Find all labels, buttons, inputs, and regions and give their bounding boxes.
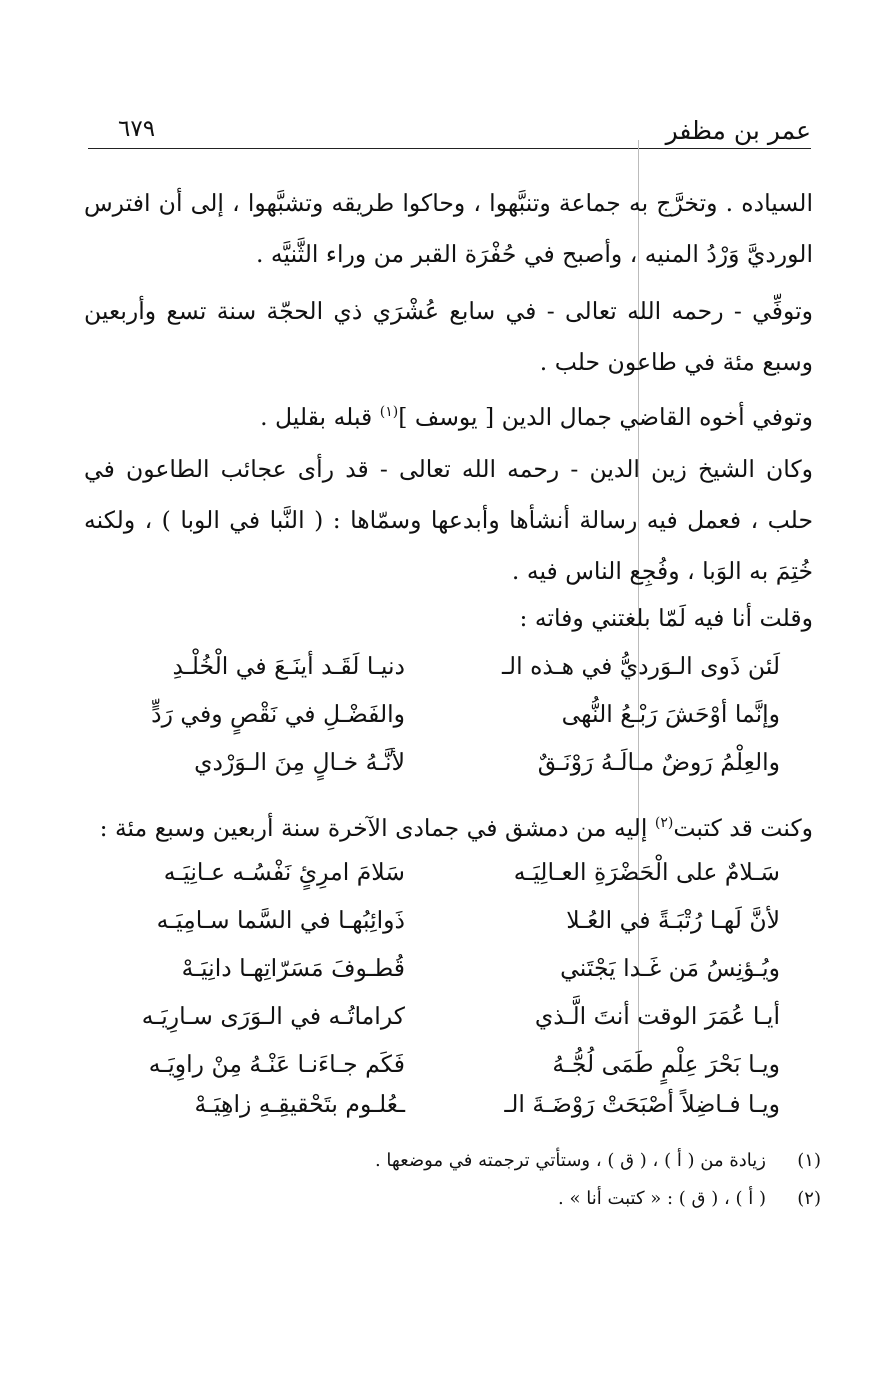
footnote-ref-2: (٢) bbox=[654, 815, 674, 831]
page-number: ٦٧٩ bbox=[118, 116, 156, 142]
verse-row bbox=[120, 748, 780, 798]
verse-first-hemistich: وإنَّما أوْحَشَ رَبْـعُ النُّهى bbox=[561, 700, 780, 728]
paragraph-5: وقلت أنا فيه لَمّا بلغتني وفاته : bbox=[519, 604, 813, 632]
footnote-ref-1: (١) bbox=[379, 404, 399, 420]
footnote-number: (١) bbox=[797, 1150, 821, 1171]
verse-first-hemistich: أيـا عُمَرَ الوقت أنتَ الَّـذي bbox=[534, 1002, 780, 1030]
paragraph-4: وكان الشيخ زين الدين - رحمه الله تعالى - قد رأى عجائب الطاعون في حلب ، فعمل فيه رسالة أنشأها وأبدعها وسمّاها : ( النَّبا في الوبا ) ، ولكنه خُتِمَ به الوَبا ، وفُجِع الناس فيه . bbox=[84, 455, 813, 585]
verse-first-hemistich: ويُـؤنِسُ مَن غَـدا يَجْتَني bbox=[560, 954, 780, 982]
running-title: عمر بن مظفر bbox=[665, 116, 811, 145]
footnote-2 bbox=[84, 1188, 821, 1218]
verse-second-hemistich: والفَضْـلِ في نَقْصٍ وفي رَدٍّ bbox=[151, 700, 405, 728]
verse-row bbox=[120, 1002, 780, 1052]
page-header bbox=[88, 110, 811, 149]
paragraph-3-end: قبله بقليل . bbox=[260, 402, 373, 431]
footnote-text: زيادة من ( أ ) ، ( ق ) ، وستأتي ترجمته في موضعها . bbox=[374, 1150, 766, 1171]
verse-second-hemistich: ذَوائِبُهـا في السَّما سـامِيَـه bbox=[156, 906, 405, 934]
verse-second-hemistich: لأنَّـهُ خـالٍ مِنَ الـوَرْدي bbox=[194, 748, 405, 776]
verse-first-hemistich: لَئن ذَوى الـوَرديُّ في هـذه الـ bbox=[502, 652, 780, 680]
footnote-number: (٢) bbox=[797, 1188, 821, 1209]
paragraph-6-text: وكنت قد كتبت bbox=[673, 813, 813, 842]
paragraph-3-text: وتوفي أخوه القاضي جمال الدين [ يوسف ] bbox=[398, 402, 813, 431]
verse-row bbox=[120, 700, 780, 750]
verse-second-hemistich: ـعُلـوم بتَحْقيقِـهِ زاهِيَـهْ bbox=[194, 1090, 405, 1118]
footnote-text: ( أ ) ، ( ق ) : « كتبت أنا » . bbox=[558, 1188, 766, 1209]
verse-first-hemistich: والعِلْمُ رَوضٌ مـالَـهُ رَوْنَـقٌ bbox=[537, 748, 780, 776]
paragraph-3 bbox=[84, 392, 813, 437]
paragraph-6-rest: إليه من دمشق في جمادى الآخرة سنة أربعين وسبع مئة : bbox=[99, 813, 648, 842]
verse-row bbox=[120, 1090, 780, 1140]
paragraph-6 bbox=[84, 798, 813, 854]
verse-first-hemistich: ويـا بَحْرَ عِلْمٍ طَمَى لُجُّـهُ bbox=[552, 1050, 780, 1078]
verse-second-hemistich: فَكَم جـاءَنـا عَنْـهُ مِنْ راوِيَـه bbox=[148, 1050, 405, 1078]
verse-second-hemistich: دنيـا لَقَـد أينَـعَ في الْخُلْـدِ bbox=[172, 652, 405, 680]
verse-first-hemistich: ويـا فـاضِلاً أصْبَحَتْ رَوْضَـةَ الـ bbox=[504, 1090, 780, 1118]
verse-row bbox=[120, 652, 780, 702]
paragraph-1: السياده . وتخرَّج به جماعة وتنبَّهوا ، وحاكوا طريقه وتشبَّهوا ، إلى أن افترس الورديَّ وَرْدُ المنيه ، وأصبح في حُفْرَة القبر من وراء الثَّنيَّه . bbox=[84, 189, 813, 268]
verse-row bbox=[120, 954, 780, 1004]
verse-first-hemistich: لأنَّ لَهـا رُتْبَـةً في العُـلا bbox=[566, 906, 780, 934]
footnote-1 bbox=[84, 1150, 821, 1180]
verse-second-hemistich: كراماتُـه في الـوَرَى سـارِيَـه bbox=[141, 1002, 405, 1030]
paragraph-2: وتوفِّي - رحمه الله تعالى - في سابع عُشْرَي ذي الحجّة سنة تسع وأربعين وسبع مئة في طاعون حلب . bbox=[84, 297, 813, 376]
verse-row bbox=[120, 858, 780, 908]
verse-second-hemistich: سَلامَ امرِئٍ نَفْسُـه عـانِيَـه bbox=[163, 858, 405, 886]
verse-row bbox=[120, 906, 780, 956]
verse-first-hemistich: سَـلامٌ على الْحَضْرَةِ العـالِيَـه bbox=[513, 858, 780, 886]
verse-second-hemistich: قُطـوفَ مَسَرّاتِهـا دانِيَـهْ bbox=[181, 954, 405, 982]
